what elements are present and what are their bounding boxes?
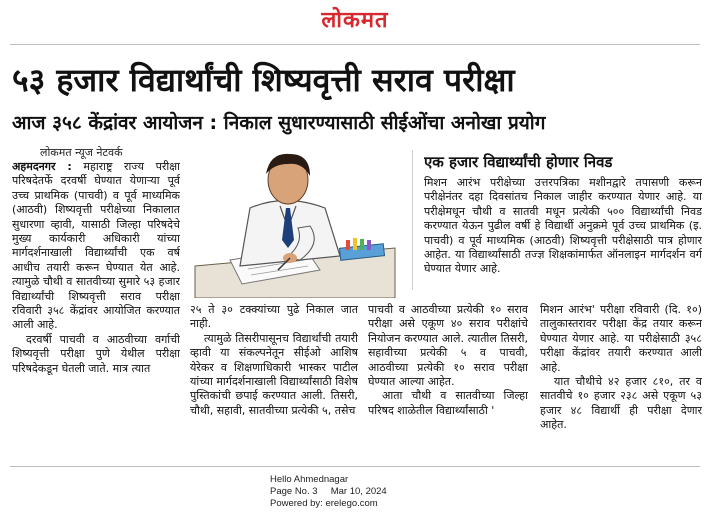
- footer-powered-by: Powered by: erelego.com: [270, 498, 378, 509]
- footer-rule: [10, 466, 700, 467]
- article-column-4: [540, 303, 702, 461]
- article-paragraph: त्यामुळे तिसरीपासूनच विद्यार्थांची तयारी व्हावी या संकल्पनेतून सीईओ आशिष येरेकर व शिक्षणाधिकारी भास्कर पाटील यांच्या मार्गदर्शनाखाली विद्यार्थ्यांसाठी विशेष पुस्तिकांची छपाई करण्यात आली. तिसरी, चौथी, सहावी, सातवीच्या प्रत्येकी ५, तसेच: [190, 331, 358, 417]
- footer-edition: Hello Ahmednagar: [270, 474, 349, 485]
- column-divider: [412, 150, 413, 290]
- student-writing-illustration: [190, 148, 400, 298]
- article-paragraph: दरवर्षी पाचवी व आठवीच्या वर्गाची शिष्यवृत्ती परीक्षा पुणे येथील परीक्षा परिषदेकडून घेतली जाते. मात्र त्यात: [12, 332, 180, 375]
- box-text-column: [424, 176, 702, 292]
- article-column-1: [12, 160, 180, 460]
- article-paragraph: २५ ते ३० टक्क्यांच्या पुढे निकाल जात नाही.: [190, 303, 358, 331]
- headline: ५३ हजार विद्यार्थांची शिष्यवृत्ती सराव परीक्षा: [12, 61, 515, 99]
- article-column-3: [368, 303, 528, 461]
- box-paragraph: मिशन आरंभ परीक्षेच्या उत्तरपत्रिका मशीनद्वारे तपासणी करून परीक्षेनंतर दहा दिवसांतच निकाल जाहीर करण्यात येणार आहे. या परीक्षेमधून चौथी व सातवी मधून प्रत्येकी ५०० विद्यार्थ्यांची निवड करण्यात येऊन पुढील वर्षी हे विद्यार्थी अनुक्रमे पूर्व उच्च प्राथमिक (इ. पाचवी) व पूर्व माध्यमिक (आठवी) शिष्यवृत्ती परीक्षेसाठी पात्र होणार आहेत. या विद्यार्थ्यांसाठी तज्ज्ञ शिक्षकांमार्फत ऑनलाइन मार्गदर्शन वर्ग घेण्यात येणार आहे.: [424, 176, 702, 276]
- article-paragraph: पाचवी व आठवीच्या प्रत्येकी १० सराव परीक्षा असे एकूण ४० सराव परीक्षांचे नियोजन करण्यात आले. त्यातील तिसरी, सहावीच्या प्रत्येकी ५ व पाचवी, आठवीच्या प्रत्येकी १० सराव परीक्षा घेण्यात आल्या आहेत.: [368, 303, 528, 389]
- article-paragraph: मिशन आरंभ' परीक्षा रविवारी (दि. १०) तालुकास्तरावर परीक्षा केंद्र तयार करून घेण्यात येणार आहे. या परीक्षेसाठी ३५८ परीक्षा केंद्रांवर तयारी करण्यात आली आहे.: [540, 303, 702, 374]
- article-paragraph: आता चौथी व सातवीच्या जिल्हा परिषद शाळेतील विद्यार्थ्यांसाठी ': [368, 389, 528, 417]
- masthead-logo: लोकमत: [321, 8, 389, 33]
- footer-page-date: Page No. 3 Mar 10, 2024: [270, 486, 387, 497]
- dateline: अहमदनगर :: [12, 160, 72, 173]
- page-footer: [270, 474, 387, 510]
- article-paragraph: यात चौथीचे ४२ हजार ८१०, तर व सातवीचे १० हजार २३८ असे एकूण ५३ हजार ४८ विद्यार्थी ही परीक्षा देणार आहेत.: [540, 375, 702, 432]
- article-paragraph: अहमदनगर : महाराष्ट्र राज्य परीक्षा परिषदेतर्फे दरवर्षी घेण्यात येणाऱ्या पूर्व उच्च प्राथमिक (पाचवी) व पूर्व माध्यमिक (आठवी) शिष्यवृत्ती परीक्षेच्या निकालात सुधारणा व्हावी, यासाठी जिल्हा परिषदेचे मुख्य कार्यकारी अधिकारी यांच्या मार्गदर्शनाखाली विद्यार्थ्यांची एक वर्ष आधीच तयारी करून घेण्यात येत आहे. त्यामुळे चौथी व सातवीच्या सुमारे ५३ हजार विद्यार्थ्यांची शिष्यवृत्ती सराव परीक्षा रविवारी ३५८ केंद्रांवर आयोजित करण्यात आली आहे.: [12, 160, 180, 332]
- byline: लोकमत न्यूज नेटवर्क: [40, 146, 123, 159]
- article-column-2: [190, 303, 358, 461]
- box-heading: एक हजार विद्यार्थ्यांची होणार निवड: [424, 153, 613, 171]
- subheadline: आज ३५८ केंद्रांवर आयोजन : निकाल सुधारण्यासाठी सीईओंचा अनोखा प्रयोग: [12, 112, 546, 134]
- masthead-rule: [10, 44, 700, 45]
